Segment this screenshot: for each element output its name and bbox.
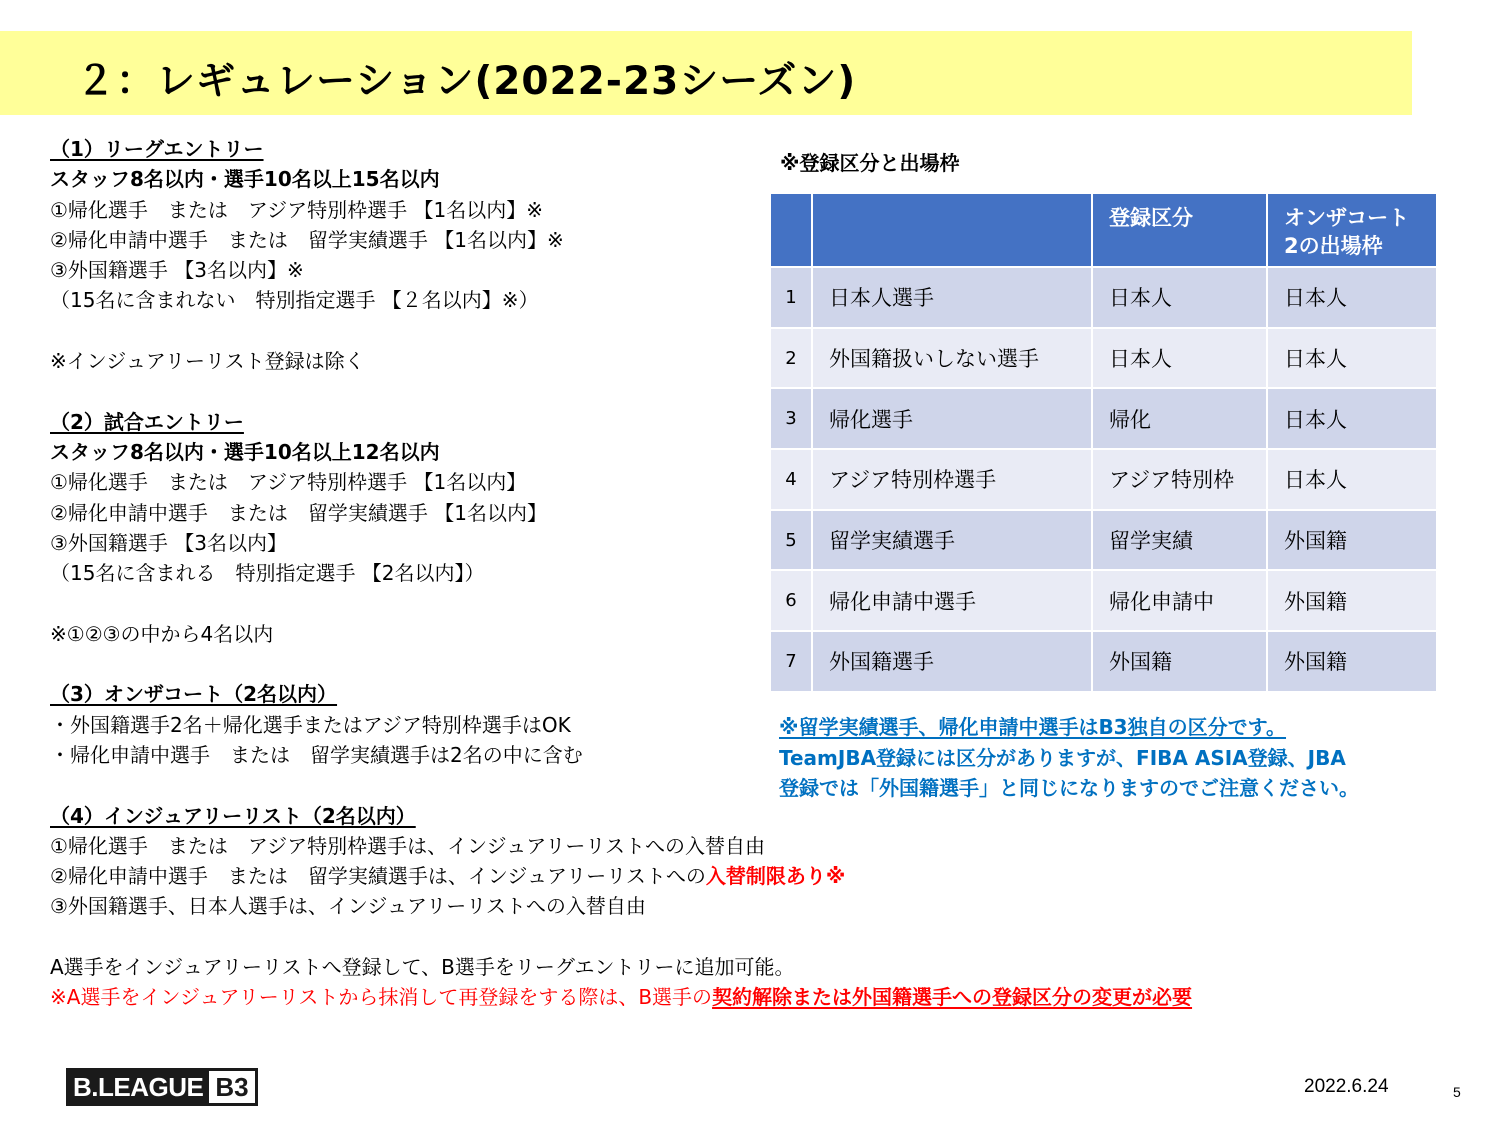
logo-text-bleague: B.LEAGUE	[69, 1071, 209, 1103]
game-entry-note: ※①②③の中から4名以内	[50, 621, 274, 646]
logo-text-b3: B3	[209, 1071, 254, 1103]
row-oncourt: 日本人	[1267, 449, 1437, 510]
spacer	[50, 922, 1010, 952]
row-oncourt: 日本人	[1267, 328, 1437, 389]
row-no: 5	[770, 510, 812, 571]
section-heading-injury-list: （4）インジュアリーリスト（2名以内）	[50, 803, 416, 828]
row-category: 外国籍	[1092, 631, 1267, 692]
b3-category-note	[779, 712, 1429, 804]
injury-item2-text: ②帰化申請中選手 または 留学実績選手は、インジュアリーリストへの	[50, 864, 706, 889]
row-oncourt: 日本人	[1267, 267, 1437, 328]
game-entry-summary: スタッフ8名以内・選手10名以上12名以内	[50, 439, 440, 464]
list-item: ①帰化選手 または アジア特別枠選手は、インジュアリーリストへの入替自由	[50, 833, 766, 858]
row-player-type: 帰化申請中選手	[812, 570, 1092, 631]
section-heading-on-court: （3）オンザコート（2名以内）	[50, 682, 338, 707]
row-oncourt: 外国籍	[1267, 570, 1437, 631]
list-item: ③外国籍選手 【3名以内】※	[50, 258, 304, 283]
row-oncourt: 日本人	[1267, 388, 1437, 449]
list-item: ②帰化申請中選手 または 留学実績選手 【1名以内】※	[50, 227, 564, 252]
list-item: ③外国籍選手 【3名以内】	[50, 530, 288, 555]
note-line-2: TeamJBA登録には区分がありますが、FIBA ASIA登録、JBA	[779, 745, 1346, 770]
section-heading-league-entry: （1）リーグエントリー	[50, 137, 264, 161]
header-oncourt-line2: 2の出場枠	[1284, 234, 1383, 258]
league-entry-note: ※インジュアリーリスト登録は除く	[50, 349, 365, 374]
header-oncourt	[1267, 193, 1437, 267]
row-category: 帰化申請中	[1092, 570, 1267, 631]
table-row	[770, 631, 1437, 692]
row-no: 2	[770, 328, 812, 389]
row-player-type: 留学実績選手	[812, 510, 1092, 571]
list-item: ・外国籍選手2名＋帰化選手またはアジア特別枠選手はOK	[50, 712, 571, 737]
section-heading-game-entry: （2）試合エントリー	[50, 409, 244, 434]
row-player-type: 帰化選手	[812, 388, 1092, 449]
row-category: 日本人	[1092, 328, 1267, 389]
list-item	[50, 861, 1010, 891]
list-item: ③外国籍選手、日本人選手は、インジュアリーリストへの入替自由	[50, 894, 646, 919]
injury-warning	[50, 982, 1193, 1012]
list-item: ①帰化選手 または アジア特別枠選手 【1名以内】	[50, 470, 527, 495]
row-no: 1	[770, 267, 812, 328]
row-oncourt: 外国籍	[1267, 510, 1437, 571]
header-name	[812, 193, 1092, 267]
table-row	[770, 449, 1437, 510]
table-row	[770, 267, 1437, 328]
league-entry-summary: スタッフ8名以内・選手10名以上15名以内	[50, 167, 440, 192]
row-player-type: 外国籍選手	[812, 631, 1092, 692]
row-category: 日本人	[1092, 267, 1267, 328]
slide-title: ２：レギュレーション(2022-23シーズン)	[76, 59, 857, 104]
note-line-3: 登録では「外国籍選手」と同じになりますのでご注意ください。	[779, 776, 1359, 800]
registration-table	[769, 192, 1438, 693]
swap-restriction-alert: 入替制限あり※	[705, 864, 846, 889]
row-category: 帰化	[1092, 388, 1267, 449]
header-category: 登録区分	[1092, 193, 1267, 267]
list-item: ②帰化申請中選手 または 留学実績選手 【1名以内】	[50, 500, 548, 525]
note-line-1: ※留学実績選手、帰化申請中選手はB3独自の区分です。	[779, 715, 1287, 739]
table-row	[770, 510, 1437, 571]
row-category: アジア特別枠	[1092, 449, 1267, 510]
injury-warning-emphasis: 契約解除または外国籍選手への登録区分の変更が必要	[712, 985, 1193, 1010]
row-player-type: アジア特別枠選手	[812, 449, 1092, 510]
row-no: 6	[770, 570, 812, 631]
row-no: 3	[770, 388, 812, 449]
document-date: 2022.6.24	[1304, 1076, 1389, 1097]
bleague-b3-logo	[66, 1068, 258, 1106]
row-player-type: 日本人選手	[812, 267, 1092, 328]
list-item: （15名に含まれる 特別指定選手 【2名以内】）	[50, 561, 485, 586]
row-oncourt: 外国籍	[1267, 631, 1437, 692]
row-no: 4	[770, 449, 812, 510]
table-row	[770, 388, 1437, 449]
injury-note: A選手をインジュアリーリストへ登録して、B選手をリーグエントリーに追加可能。	[50, 955, 795, 980]
list-item: ①帰化選手 または アジア特別枠選手 【1名以内】※	[50, 197, 543, 222]
header-no	[770, 193, 812, 267]
list-item: ・帰化申請中選手 または 留学実績選手は2名の中に含む	[50, 742, 583, 767]
row-player-type: 外国籍扱いしない選手	[812, 328, 1092, 389]
table-caption: ※登録区分と出場枠	[780, 151, 960, 175]
table-row	[770, 570, 1437, 631]
list-item: （15名に含まれない 特別指定選手 【２名以内】※）	[50, 288, 539, 313]
injury-warning-text: ※A選手をインジュアリーリストから抹消して再登録をする際は、B選手の	[50, 985, 713, 1010]
table-row	[770, 328, 1437, 389]
header-oncourt-line1: オンザコート	[1284, 206, 1410, 230]
table-header-row	[770, 193, 1437, 267]
page-number: 5	[1453, 1084, 1461, 1100]
row-no: 7	[770, 631, 812, 692]
row-category: 留学実績	[1092, 510, 1267, 571]
